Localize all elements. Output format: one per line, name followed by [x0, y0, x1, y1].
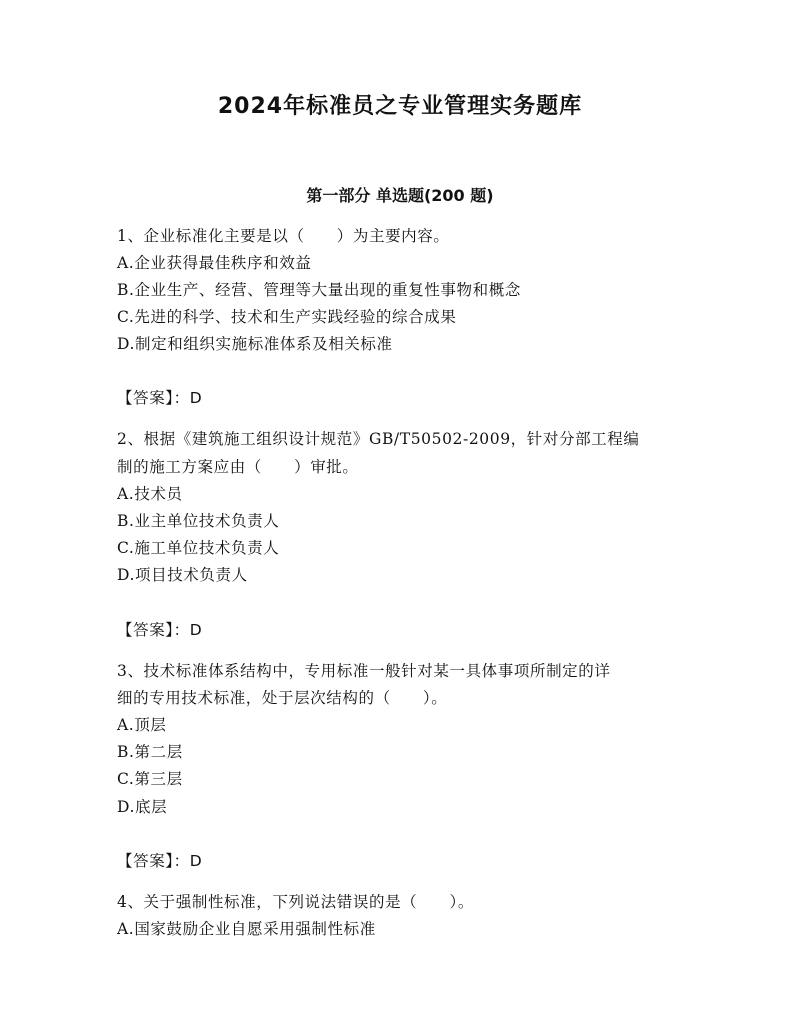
question-2-answer: 【答案】：D: [117, 621, 203, 639]
question-3-stem-line-1: 3、技术标准体系结构中，专用标准一般针对某一具体事项所制定的详: [117, 662, 611, 680]
question-1-option-b: B.企业生产、经营、管理等大量出现的重复性事物和概念: [117, 281, 521, 299]
section-title: 第一部分 单选题(200 题): [306, 186, 494, 205]
question-3-answer: 【答案】：D: [117, 852, 203, 870]
question-2-stem-line-2: 制的施工方案应由（ ）审批。: [117, 458, 359, 476]
question-3-option-c: C.第三层: [117, 770, 183, 788]
document-title: 2024年标准员之专业管理实务题库: [217, 94, 583, 119]
question-2-option-d: D.项目技术负责人: [117, 566, 248, 584]
question-1-option-c: C.先进的科学、技术和生产实践经验的综合成果: [117, 308, 457, 326]
question-2-stem-line-1: 2、根据《建筑施工组织设计规范》GB/T50502-2009，针对分部工程编: [117, 430, 640, 448]
question-4-option-a: A.国家鼓励企业自愿采用强制性标准: [117, 920, 376, 938]
question-3-option-b: B.第二层: [117, 743, 183, 761]
question-1-option-d: D.制定和组织实施标准体系及相关标准: [117, 335, 393, 353]
question-4-stem: 4、关于强制性标准，下列说法错误的是（ ）。: [117, 893, 474, 911]
question-2-option-a: A.技术员: [117, 485, 183, 503]
question-3-stem-line-2: 细的专用技术标准，处于层次结构的（ ）。: [117, 689, 448, 707]
question-1-option-a: A.企业获得最佳秩序和效益: [117, 254, 312, 272]
question-1-answer: 【答案】：D: [117, 389, 203, 407]
question-3-option-a: A.顶层: [117, 716, 167, 734]
question-1-stem: 1、企业标准化主要是以（ ）为主要内容。: [117, 227, 450, 245]
question-2-option-c: C.施工单位技术负责人: [117, 539, 280, 557]
question-3-option-d: D.底层: [117, 798, 168, 816]
question-2-option-b: B.业主单位技术负责人: [117, 512, 280, 530]
